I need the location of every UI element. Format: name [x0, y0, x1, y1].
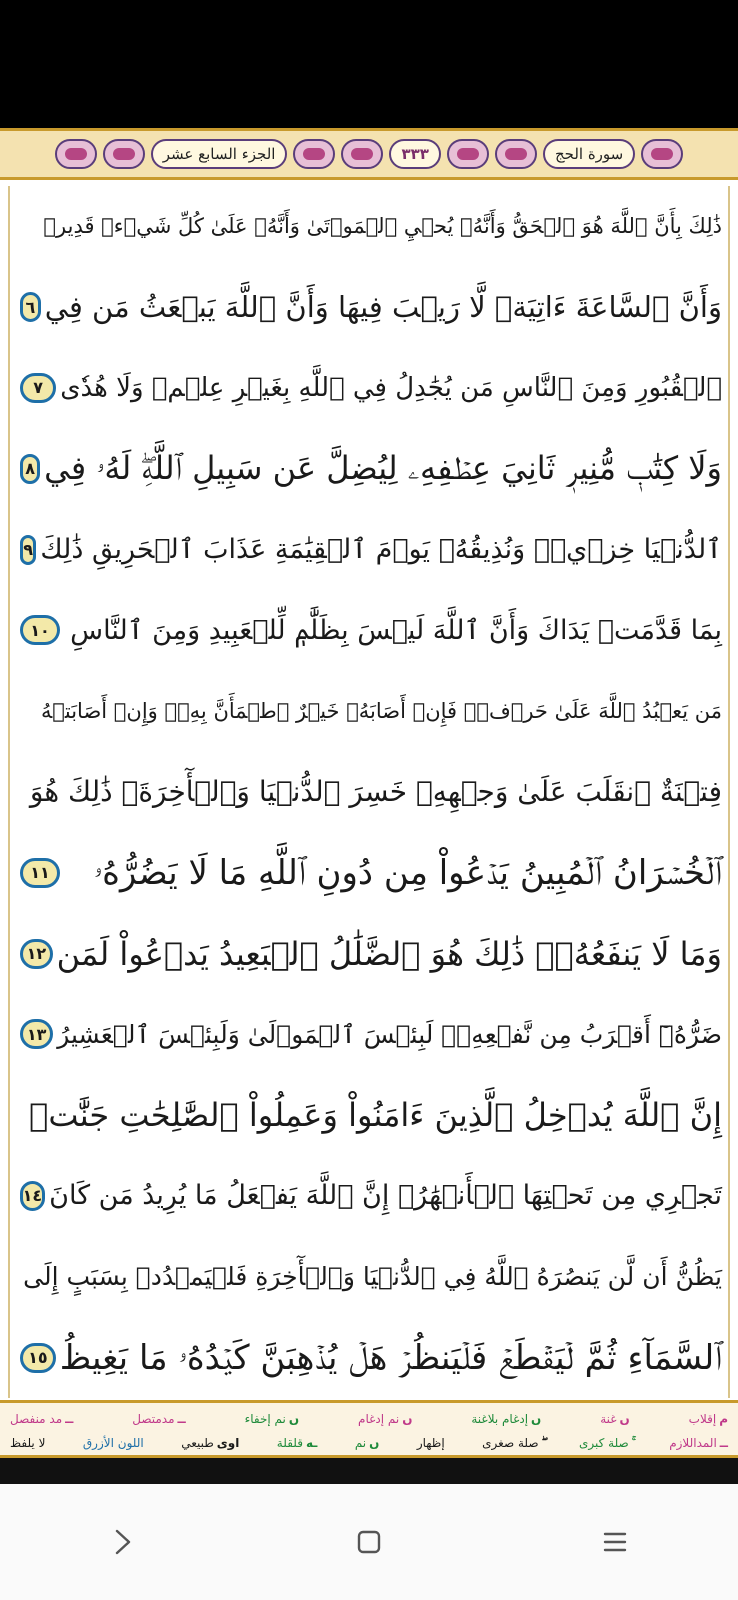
juz-title: الجزء السابع عشر [151, 139, 288, 169]
legend-item [277, 1436, 318, 1450]
legend-symbol: ــ [177, 1412, 186, 1426]
legend-row [10, 1431, 728, 1455]
legend-label: اللون الأزرق [82, 1436, 144, 1450]
menu-icon [602, 1530, 628, 1554]
legend-item [482, 1436, 541, 1451]
ayah-line[interactable] [10, 1317, 728, 1398]
legend-symbol: ں [288, 1412, 300, 1426]
ayah-line[interactable] [10, 1156, 728, 1237]
legend-symbol: ں [531, 1412, 542, 1426]
legend-symbol: ں [369, 1436, 380, 1450]
ayah-text: وَأَنَّ ٱلسَّاعَةَ ءَاتِيَةٞ لَّا رَيۡبَ فِيهَا وَأَنَّ ٱللَّهَ يَبۡعَثُ مَن فِي [44, 290, 722, 325]
ayah-text: ضَرُّهُۥٓ أَقۡرَبُ مِن نَّفۡعِهِۦۚ لَبِئۡسَ ٱلۡمَوۡلَىٰ وَلَبِئۡسَ ٱلۡعَشِيرُ [57, 1019, 722, 1049]
legend-item [245, 1412, 300, 1426]
legend-label: إقلاب [688, 1412, 717, 1426]
legend-symbol: م [719, 1412, 728, 1426]
ayah-number-marker: ١٥ [20, 1343, 56, 1373]
ayah-text: ذَٰلِكَ بِأَنَّ ٱللَّهَ هُوَ ٱلۡحَقُّ وَأَنَّهُۥ يُحۡيِ ٱلۡمَوۡتَىٰ وَأَنَّهُۥ عَلَىٰ كُلِّ شَيۡءٖ قَدِيرٞ [43, 214, 722, 239]
ayah-text: ٱلدُّنۡيَا خِزۡيٞۖ وَنُذِيقُهُۥ يَوۡمَ ٱلۡقِيَٰمَةِ عَذَابَ ٱلۡحَرِيقِ ذَٰلِكَ [40, 534, 722, 566]
square-icon [356, 1529, 382, 1555]
back-button[interactable] [93, 1512, 153, 1572]
surah-title: سورة الحج [543, 139, 635, 169]
ayah-text: مَن يَعۡبُدُ ٱللَّهَ عَلَىٰ حَرۡفٖۖ فَإِنۡ أَصَابَهُۥ خَيۡرٌ ٱطۡمَأَنَّ بِهِۦۖ وَإِنۡ أَصَابَتۡهُ [41, 699, 722, 724]
legend-label: لا يلفظ [10, 1436, 46, 1450]
ayah-line[interactable] [10, 267, 728, 348]
tajweed-legend [0, 1400, 738, 1458]
legend-label: إظهار [416, 1436, 445, 1450]
recents-button[interactable] [585, 1512, 645, 1572]
ayah-number-marker: ١٢ [20, 939, 53, 969]
home-button[interactable] [339, 1512, 399, 1572]
legend-item [689, 1412, 728, 1426]
legend-item [10, 1436, 45, 1450]
ayah-number-marker: ٧ [20, 373, 56, 403]
legend-label: مد منفصل [10, 1412, 63, 1426]
legend-item [83, 1436, 144, 1450]
ayah-number-marker: ٨ [20, 454, 40, 484]
ayah-text: ٱلۡخُسۡرَانُ ٱلۡمُبِينُ يَدۡعُواْ مِن دُونِ ٱللَّهِ مَا لَا يَضُرُّهُۥ [93, 852, 722, 893]
legend-label: المداللازم [669, 1436, 717, 1450]
legend-label: صلة كبرى [578, 1436, 629, 1450]
ayah-line[interactable] [10, 913, 728, 994]
ayah-line[interactable] [10, 1075, 728, 1156]
ayah-text: إِنَّ ٱللَّهَ يُدۡخِلُ ٱلَّذِينَ ءَامَنُواْ وَعَمِلُواْ ٱلصَّٰلِحَٰتِ جَنَّٰتٖ [29, 1096, 722, 1135]
ayah-text: تَجۡرِي مِن تَحۡتِهَا ٱلۡأَنۡهَٰرُۚ إِنَّ ٱللَّهَ يَفۡعَلُ مَا يُرِيدُ مَن كَانَ [49, 1180, 722, 1212]
ayah-number-marker: ٩ [20, 535, 36, 565]
ayah-line[interactable] [10, 671, 728, 752]
ayah-number-marker: ١٤ [20, 1181, 46, 1211]
status-bar-area [0, 0, 738, 128]
legend-label: قلقلة [276, 1436, 303, 1450]
legend-item [358, 1412, 412, 1426]
ayah-text: فِتۡنَةٌ ٱنقَلَبَ عَلَىٰ وَجۡهِهِۦ خَسِرَ ٱلدُّنۡيَا وَٱلۡأٓخِرَةَۚ ذَٰلِكَ هُوَ [29, 775, 722, 809]
ayah-line[interactable] [10, 752, 728, 833]
legend-label: مدمتصل [132, 1412, 175, 1426]
ayah-line[interactable] [10, 1236, 728, 1317]
legend-label: نم إخفاء [244, 1412, 286, 1426]
legend-label: نم [354, 1436, 367, 1450]
legend-item [579, 1436, 632, 1451]
legend-item [132, 1412, 185, 1426]
legend-item [10, 1412, 73, 1426]
legend-label: صلة صغرى [482, 1436, 539, 1450]
ayah-text: وَمَا لَا يَنفَعُهُۥۚ ذَٰلِكَ هُوَ ٱلضَّلَٰلُ ٱلۡبَعِيدُ يَدۡعُواْ لَمَن [56, 934, 722, 973]
page-number: ٣٣٣ [389, 139, 440, 169]
navigation-bar [0, 1484, 738, 1600]
ayah-line[interactable] [10, 590, 728, 671]
quran-text[interactable] [8, 186, 730, 1398]
ayah-text: وَلَا كِتَٰبٖ مُّنِيرٖ ثَانِيَ عِطۡفِهِۦ لِيُضِلَّ عَن سَبِيلِ ٱللَّهِۖ لَهُۥ فِي [44, 449, 722, 488]
ornament-icon [341, 139, 383, 169]
ayah-number-marker: ١١ [20, 858, 60, 888]
ornament-icon [103, 139, 145, 169]
ornament-icon [447, 139, 489, 169]
bottom-strip [0, 1458, 738, 1484]
legend-label: إدغام بلاغنة [471, 1412, 529, 1426]
ayah-text: ٱلسَّمَآءِ ثُمَّ لۡيَقۡطَعۡ فَلۡيَنظُرۡ هَلۡ يُذۡهِبَنَّ كَيۡدُهُۥ مَا يَغِيظُ [59, 1337, 722, 1378]
ayah-line[interactable] [10, 428, 728, 509]
legend-item [355, 1436, 380, 1450]
legend-symbol: ـه [305, 1436, 318, 1450]
ayah-line[interactable] [10, 186, 728, 267]
legend-row [10, 1407, 728, 1431]
ayah-line[interactable] [10, 348, 728, 429]
ayah-number-marker: ٦ [20, 292, 41, 322]
legend-symbol: ں [619, 1412, 630, 1426]
mushaf-page [0, 128, 738, 1458]
ayah-text: بِمَا قَدَّمَتۡ يَدَاكَ وَأَنَّ ٱللَّهَ لَيۡسَ بِظَلَّٰمٖ لِّلۡعَبِيدِ وَمِنَ ٱلنَّاسِ [70, 614, 722, 646]
legend-symbol: ــ [719, 1436, 728, 1450]
legend-item [181, 1436, 239, 1450]
legend-symbol: ں [402, 1412, 413, 1426]
ayah-text: يَظُنُّ أَن لَّن يَنصُرَهُ ٱللَّهُ فِي ٱلدُّنۡيَا وَٱلۡأٓخِرَةِ فَلۡيَمۡدُدۡ بِسَبَبٍ إِلَى [23, 1262, 722, 1292]
ayah-line[interactable] [10, 994, 728, 1075]
legend-symbol: اوى [216, 1436, 240, 1450]
ayah-number-marker: ١٠ [20, 615, 60, 645]
ayah-line[interactable] [10, 509, 728, 590]
legend-item [600, 1412, 630, 1426]
legend-label: غنة [600, 1412, 617, 1426]
legend-label: طبيعي [181, 1436, 214, 1450]
legend-item [669, 1436, 728, 1450]
ayah-text: ٱلۡقُبُورِ وَمِنَ ٱلنَّاسِ مَن يُجَٰدِلُ فِي ٱللَّهِ بِغَيۡرِ عِلۡمٖ وَلَا هُدٗى [60, 372, 722, 403]
ornament-icon [641, 139, 683, 169]
ornament-icon [293, 139, 335, 169]
ornament-icon [55, 139, 97, 169]
legend-label: نم إدغام [358, 1412, 400, 1426]
page-header [0, 128, 738, 180]
legend-item [471, 1412, 541, 1426]
chevron-right-icon [112, 1528, 134, 1556]
ayah-number-marker: ١٣ [20, 1019, 53, 1049]
legend-symbol: ــ [65, 1412, 74, 1426]
legend-item [417, 1436, 445, 1450]
ayah-line[interactable] [10, 832, 728, 913]
ornament-icon [495, 139, 537, 169]
